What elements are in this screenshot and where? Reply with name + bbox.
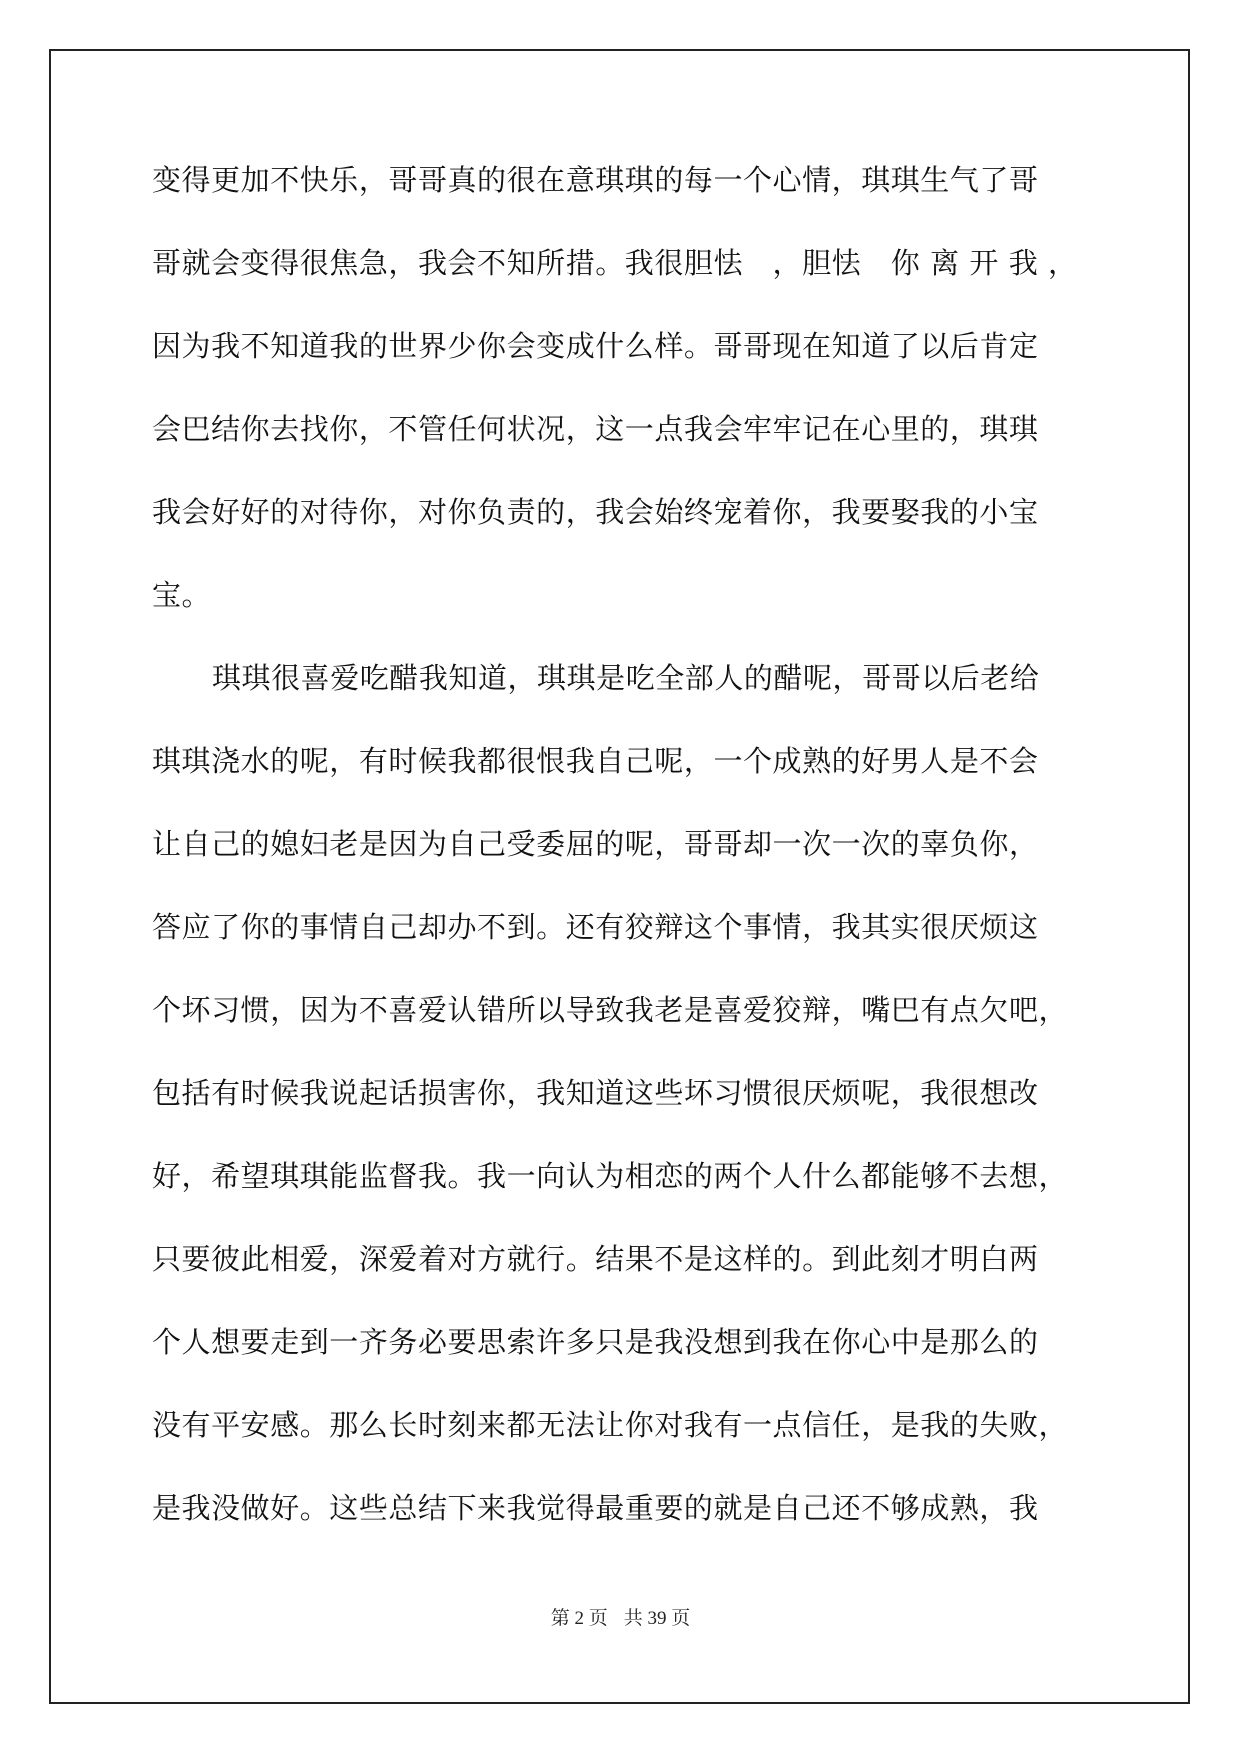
paragraph-start-line: 琪琪很喜爱吃醋我知道，琪琪是吃全部人的醋呢，哥哥以后老给 [212, 661, 1040, 695]
text-line: 个人想要走到一齐务必要思索许多只是我没想到我在你心中是那么的 [152, 1325, 1039, 1359]
text-line: 答应了你的事情自己却办不到。还有狡辩这个事情，我其实很厌烦这 [152, 910, 1039, 944]
text-line: 没有平安感。那么长时刻来都无法让你对我有一点信任，是我的失败， [152, 1408, 1069, 1442]
page-total: 共 39 页 [623, 1608, 691, 1629]
text-line: 琪琪浇水的呢，有时候我都很恨我自己呢，一个成熟的好男人是不会 [152, 744, 1039, 778]
text-line: 哥就会变得很焦急，我会不知所措。我很胆怯 ，胆怯 你 离 开 我 ， [152, 246, 1078, 280]
text-line: 好，希望琪琪能监督我。我一向认为相恋的两个人什么都能够不去想， [152, 1159, 1069, 1193]
text-line: 宝。 [152, 578, 212, 612]
text-line: 因为我不知道我的世界少你会变成什么样。哥哥现在知道了以后肯定 [152, 329, 1039, 363]
text-line: 变得更加不快乐，哥哥真的很在意琪琪的每一个心情，琪琪生气了哥 [152, 163, 1039, 197]
text-line: 是我没做好。这些总结下来我觉得最重要的就是自己还不够成熟，我 [152, 1491, 1039, 1525]
document-body [152, 148, 1087, 1559]
text-line: 个坏习惯，因为不喜爱认错所以导致我老是喜爱狡辩，嘴巴有点欠吧， [152, 993, 1069, 1027]
text-line: 让自己的媳妇老是因为自己受委屈的呢，哥哥却一次一次的辜负你， [152, 827, 1039, 861]
page-footer [0, 1603, 1241, 1630]
text-line: 会巴结你去找你，不管任何状况，这一点我会牢牢记在心里的，琪琪 [152, 412, 1039, 446]
text-line: 只要彼此相爱，深爱着对方就行。结果不是这样的。到此刻才明白两 [152, 1242, 1039, 1276]
text-line: 包括有时候我说起话损害你，我知道这些坏习惯很厌烦呢，我很想改 [152, 1076, 1039, 1110]
page-number: 第 2 页 [550, 1608, 608, 1629]
text-line: 我会好好的对待你，对你负责的，我会始终宠着你，我要娶我的小宝 [152, 495, 1039, 529]
